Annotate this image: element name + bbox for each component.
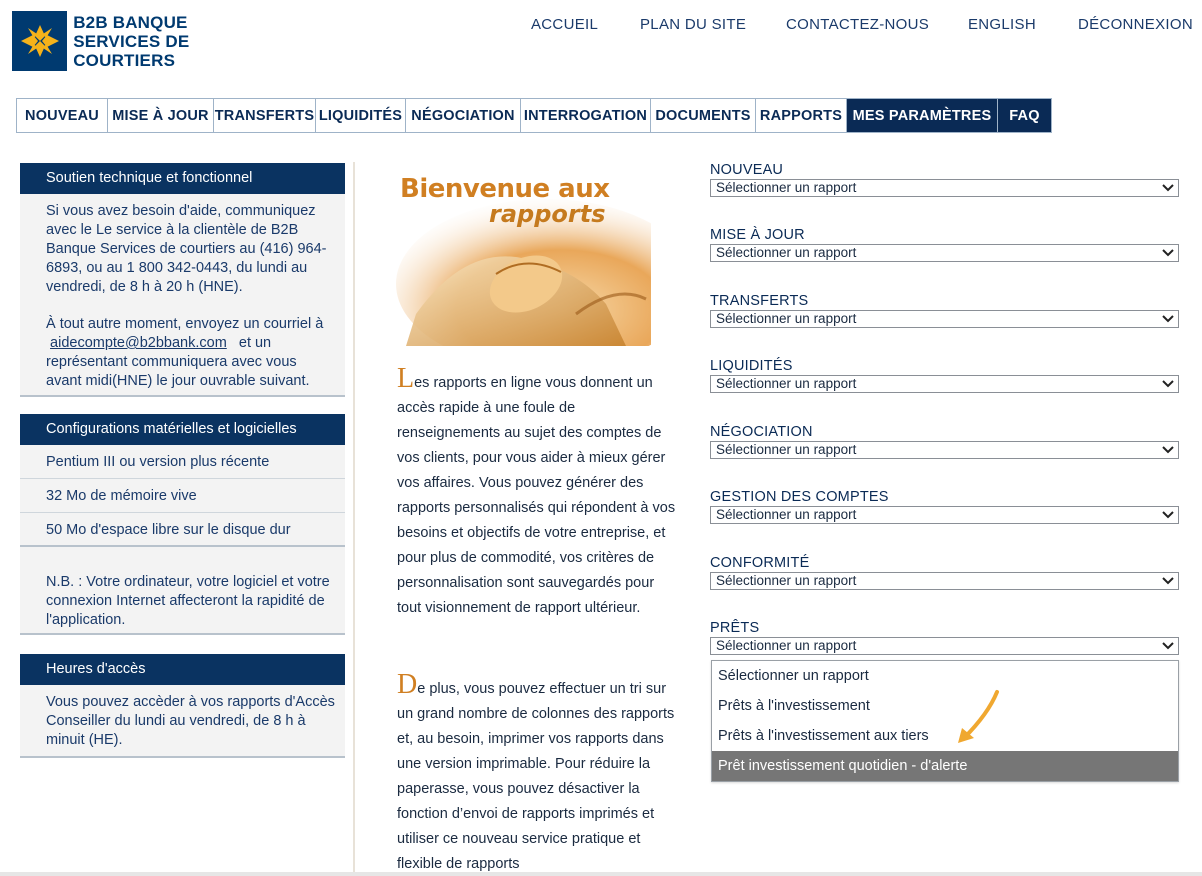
config-note: N.B. : Votre ordinateur, votre logiciel et votre connexion Internet affecteront la rapidité de l'application.: [20, 547, 345, 635]
report-select-mise-a-jour[interactable]: [710, 244, 1179, 262]
second-dropcap: D: [397, 669, 418, 700]
report-select-value: Sélectionner un rapport: [716, 180, 857, 195]
logo-line2: SERVICES DE COURTIERS: [73, 31, 190, 70]
report-label: MISE À JOUR: [710, 227, 805, 243]
welcome-title-line2: rapports: [489, 200, 606, 228]
report-group-conformite: [710, 555, 1179, 590]
intro-dropcap: L: [397, 363, 415, 394]
report-select-nouveau[interactable]: [710, 179, 1179, 197]
chevron-down-icon: [1162, 510, 1174, 520]
main-tab-bar: [16, 98, 1052, 133]
report-select-value: Sélectionner un rapport: [716, 573, 857, 588]
report-group-nouveau: [710, 162, 1179, 197]
nav-contactez-nous-link[interactable]: CONTACTEZ-NOUS: [786, 16, 930, 33]
nav-accueil-link[interactable]: ACCUEIL: [531, 16, 599, 33]
tab-interrogation[interactable]: INTERROGATION: [521, 99, 651, 132]
support-panel: [20, 163, 345, 397]
chevron-down-icon: [1162, 248, 1174, 258]
nav-deconnexion-link[interactable]: DÉCONNEXION: [1078, 16, 1193, 33]
tab-liquidites[interactable]: LIQUIDITÉS: [316, 99, 406, 132]
top-navigation: [0, 16, 1202, 36]
dropdown-option[interactable]: Sélectionner un rapport: [718, 668, 869, 684]
report-select-transferts[interactable]: [710, 310, 1179, 328]
report-select-value: Sélectionner un rapport: [716, 442, 857, 457]
logo-line1: B2B BANQUE: [73, 12, 188, 32]
report-select-value: Sélectionner un rapport: [716, 376, 857, 391]
report-select-value: Sélectionner un rapport: [716, 507, 857, 522]
report-select-value: Sélectionner un rapport: [716, 311, 857, 326]
report-select-gestion-des-comptes[interactable]: [710, 506, 1179, 524]
dropdown-option-highlighted[interactable]: Prêt investissement quotidien - d'alerte: [712, 751, 1178, 781]
report-label: NOUVEAU: [710, 162, 784, 178]
tab-nouveau[interactable]: NOUVEAU: [17, 99, 108, 132]
annotation-arrow-icon: [950, 686, 1010, 746]
support-email-text: [46, 315, 335, 391]
tab-documents[interactable]: DOCUMENTS: [651, 99, 756, 132]
dropdown-option[interactable]: Prêts à l'investissement aux tiers: [718, 728, 929, 744]
config-panel: [20, 414, 345, 635]
support-body: [20, 194, 345, 397]
support-email-outro: et un représentant communiquera avec vous avant midi(HNE) le jour ouvrable suivant.: [46, 335, 310, 389]
report-label: NÉGOCIATION: [710, 424, 813, 440]
config-item: 50 Mo d'espace libre sur le disque dur: [20, 513, 345, 547]
chevron-down-icon: [1162, 314, 1174, 324]
prets-dropdown-list: [711, 660, 1179, 782]
report-label: LIQUIDITÉS: [710, 358, 793, 374]
report-select-prets[interactable]: [710, 637, 1179, 655]
second-paragraph: [397, 669, 677, 876]
report-group-mise-a-jour: [710, 227, 1179, 262]
report-group-liquidites: [710, 358, 1179, 393]
config-item: 32 Mo de mémoire vive: [20, 479, 345, 513]
support-text: Si vous avez besoin d'aide, communiquez avec le Le service à la clientèle de B2B Banque Services de courtiers au (416) 964-6893, ou au 1 800 342-0443, du lundi au vendredi, de 8 h à 20 h (HNE).: [46, 203, 327, 295]
nav-english-link[interactable]: ENGLISH: [968, 16, 1036, 33]
report-label: PRÊTS: [710, 620, 760, 636]
chevron-down-icon: [1162, 576, 1174, 586]
report-label: GESTION DES COMPTES: [710, 489, 889, 505]
nav-plan-du-site-link[interactable]: PLAN DU SITE: [640, 16, 747, 33]
tab-mes-parametres[interactable]: MES PARAMÈTRES: [847, 99, 998, 132]
report-group-transferts: [710, 293, 1179, 328]
column-divider: [353, 162, 355, 876]
report-select-value: Sélectionner un rapport: [716, 245, 857, 260]
report-group-negociation: [710, 424, 1179, 459]
hours-text: Vous pouvez accèder à vos rapports d'Accès Conseiller du lundi au vendredi, de 8 h à minuit (HE).: [20, 685, 345, 758]
tab-mise-a-jour[interactable]: MISE À JOUR: [108, 99, 214, 132]
report-label: CONFORMITÉ: [710, 555, 810, 571]
page-bottom-border: [0, 872, 1202, 876]
intro-paragraph: [397, 363, 677, 621]
welcome-title-line1: Bienvenue aux: [400, 174, 610, 204]
second-text: e plus, vous pouvez effectuer un tri sur un grand nombre de colonnes des rapports et, au besoin, imprimer vos rapports dans une version imprimable. Pour réduire la paperasse, vous pouvez désactiver la fonction d’envoi de rapports imprimés et utiliser ce nouveau service pratique et flexible de rapports: [397, 681, 675, 872]
report-select-conformite[interactable]: [710, 572, 1179, 590]
hours-panel: [20, 654, 345, 758]
config-heading: Configurations matérielles et logicielles: [20, 414, 345, 445]
report-select-negociation[interactable]: [710, 441, 1179, 459]
chevron-down-icon: [1162, 379, 1174, 389]
tab-rapports[interactable]: RAPPORTS: [756, 99, 847, 132]
tab-faq[interactable]: FAQ: [998, 99, 1052, 132]
dropdown-option[interactable]: Prêts à l'investissement: [718, 698, 870, 714]
support-email-intro: À tout autre moment, envoyez un courriel à: [46, 316, 324, 332]
report-label: TRANSFERTS: [710, 293, 809, 309]
tab-negociation[interactable]: NÉGOCIATION: [406, 99, 521, 132]
chevron-down-icon: [1162, 641, 1174, 651]
chevron-down-icon: [1162, 183, 1174, 193]
config-item: Pentium III ou version plus récente: [20, 445, 345, 479]
hours-heading: Heures d'accès: [20, 654, 345, 685]
support-email-link[interactable]: aidecompte@b2bbank.com: [50, 335, 227, 351]
chevron-down-icon: [1162, 445, 1174, 455]
welcome-banner-image: [376, 164, 651, 346]
report-group-prets: [710, 620, 1179, 655]
report-select-liquidites[interactable]: [710, 375, 1179, 393]
support-heading: Soutien technique et fonctionnel: [20, 163, 345, 194]
intro-text: es rapports en ligne vous donnent un accès rapide à une foule de renseignements au sujet des comptes de vos clients, pour vous aider à mieux gérer vos affaires. Vous pouvez générer des rapports personnalisés qui répondent à vos besoins et objectifs de votre entreprise, et pour plus de commodité, vos critères de personnalisation sont sauvegardés pour tout visionnement de rapport ultérieur.: [397, 375, 676, 616]
report-select-value: Sélectionner un rapport: [716, 638, 857, 653]
report-group-gestion-des-comptes: [710, 489, 1179, 524]
tab-transferts[interactable]: TRANSFERTS: [214, 99, 316, 132]
